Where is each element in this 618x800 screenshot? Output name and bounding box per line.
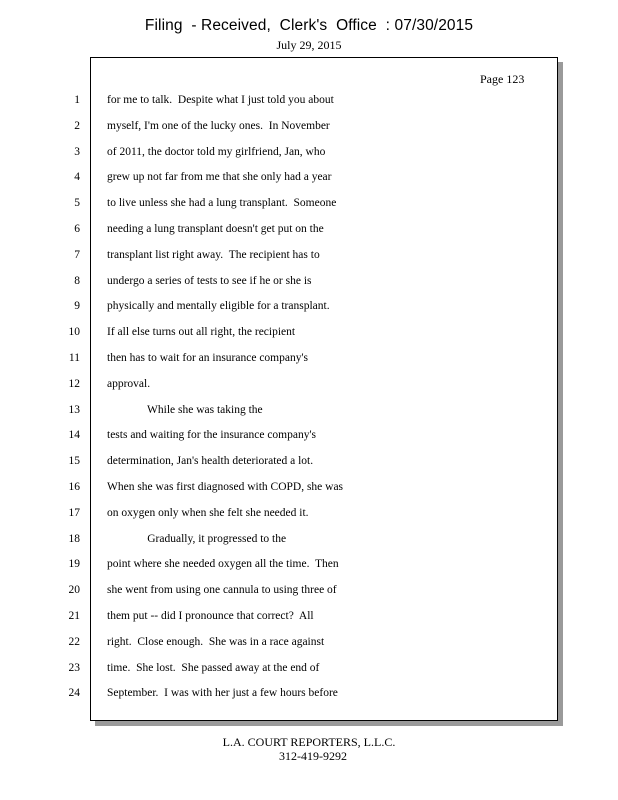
line-text: grew up not far from me that she only had a year: [107, 171, 332, 184]
line-number: 8: [74, 274, 80, 287]
transcript-line: [0, 455, 618, 481]
transcript-line: [0, 171, 618, 197]
line-text: transplant list right away. The recipient has to: [107, 248, 320, 261]
line-number: 9: [74, 300, 80, 313]
page-number: Page 123: [480, 72, 525, 86]
line-number: 18: [68, 532, 80, 545]
transcript-date: July 29, 2015: [276, 38, 342, 52]
transcript-line: [0, 120, 618, 146]
transcript-line: [0, 275, 618, 301]
line-number: 13: [68, 403, 80, 416]
line-number: 12: [68, 377, 80, 390]
transcript-line: [0, 249, 618, 275]
line-text: needing a lung transplant doesn't get put on the: [107, 223, 324, 235]
transcript-line: [0, 687, 618, 713]
transcript-line: [0, 610, 618, 636]
transcript-line: [0, 429, 618, 455]
transcript-line: [0, 481, 618, 507]
line-number: 6: [74, 223, 80, 235]
line-number: 15: [68, 455, 80, 468]
line-number: 16: [68, 481, 80, 493]
line-number: 4: [74, 171, 80, 184]
line-text: When she was first diagnosed with COPD, she was: [107, 481, 344, 493]
transcript-line: [0, 662, 618, 688]
line-number: 1: [74, 94, 80, 106]
transcript-line: [0, 326, 618, 352]
line-text: to live unless she had a lung transplant. Someone: [107, 197, 337, 210]
line-text: September. I was with her just a few hours before: [107, 687, 338, 700]
line-text: for me to talk. Despite what I just told you about: [107, 94, 334, 106]
transcript-line: [0, 146, 618, 172]
line-text: determination, Jan's health deteriorated a lot.: [107, 455, 314, 468]
line-number: 21: [68, 610, 80, 622]
line-text: then has to wait for an insurance company's: [107, 352, 309, 364]
line-text: physically and mentally eligible for a transplant.: [107, 300, 330, 313]
line-number: 19: [68, 558, 80, 571]
line-number: 23: [68, 661, 80, 674]
line-number: 3: [74, 145, 80, 158]
transcript-line: [0, 352, 618, 378]
transcript-line: [0, 197, 618, 223]
transcript-line: [0, 533, 618, 559]
line-number: 7: [74, 248, 80, 261]
line-number: 22: [68, 635, 80, 648]
transcript-line: [0, 378, 618, 404]
transcript-line: [0, 584, 618, 610]
transcript-line: [0, 507, 618, 533]
footer-phone: 312-419-9292: [279, 749, 347, 763]
line-number: 11: [68, 352, 80, 364]
line-text: time. She lost. She passed away at the end of: [107, 661, 320, 674]
line-text: Gradually, it progressed to the: [107, 532, 287, 545]
line-number: 20: [68, 584, 80, 597]
transcript-line: [0, 300, 618, 326]
line-text: If all else turns out all right, the recipient: [107, 326, 296, 339]
line-number: 2: [74, 119, 80, 132]
line-text: undergo a series of tests to see if he or she is: [107, 274, 312, 287]
transcript-line: [0, 636, 618, 662]
line-number: 14: [68, 429, 80, 442]
filing-stamp: Filing - Received, Clerk's Office : 07/30/2015: [144, 17, 474, 34]
line-text: approval.: [107, 377, 151, 390]
footer-company: L.A. COURT REPORTERS, L.L.C.: [222, 735, 396, 749]
line-text: them put -- did I pronounce that correct? All: [107, 610, 314, 622]
line-number: 5: [74, 197, 80, 210]
line-text: While she was taking the: [107, 403, 263, 416]
transcript-line: [0, 404, 618, 430]
line-text: right. Close enough. She was in a race against: [107, 635, 325, 648]
line-number: 10: [68, 326, 80, 339]
line-text: point where she needed oxygen all the time. Then: [107, 558, 339, 571]
line-text: on oxygen only when she felt she needed it.: [107, 506, 309, 519]
line-text: of 2011, the doctor told my girlfriend, Jan, who: [107, 145, 326, 158]
line-text: she went from using one cannula to using three of: [107, 584, 337, 597]
transcript-line: [0, 558, 618, 584]
line-text: tests and waiting for the insurance company's: [107, 429, 317, 442]
line-text: myself, I'm one of the lucky ones. In November: [107, 119, 330, 132]
line-number: 24: [68, 687, 80, 700]
transcript-line: [0, 94, 618, 120]
transcript-line: [0, 223, 618, 249]
line-number: 17: [68, 506, 80, 519]
